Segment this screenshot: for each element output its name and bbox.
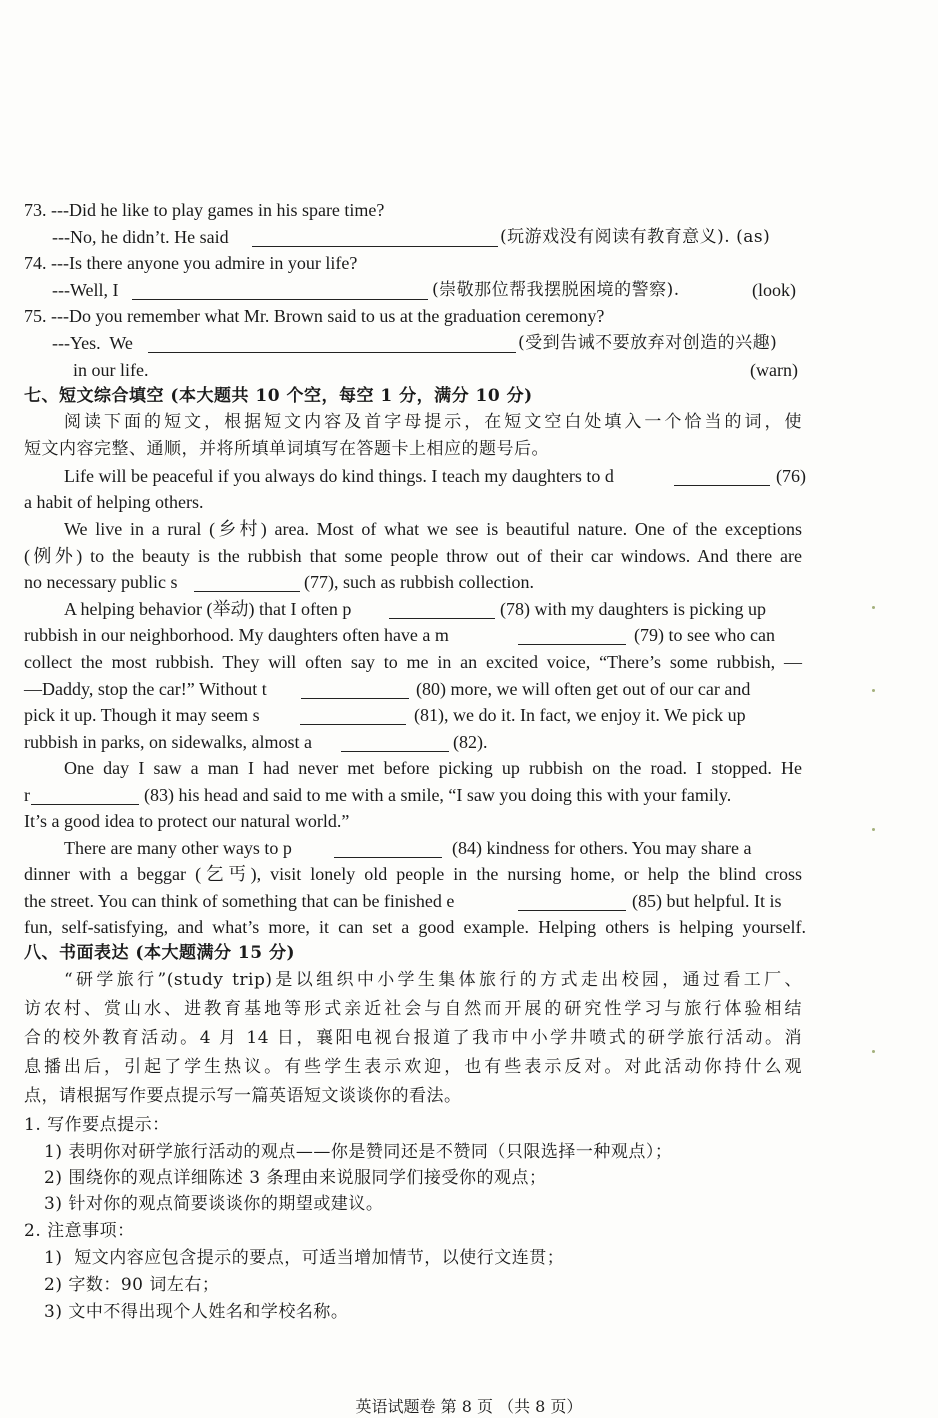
section-8-text: 息播出后，引起了学生热议。有些学生表示欢迎，也有些表示反对。对此活动你持什么观 [24,1057,802,1077]
scan-mark [872,1050,875,1053]
writing-tip-line [0,1165,938,1191]
question-73-answer-line [0,224,938,250]
page-footer: 英语试题卷 第 8 页 （共 8 页） [355,1397,583,1416]
answer-blank-77[interactable] [194,571,300,592]
answer-blank-84[interactable] [334,837,442,858]
scan-mark [872,606,875,609]
section-8-line [0,1025,938,1051]
note: 3) 文中不得出现个人姓名和学校名称。 [44,1302,349,1322]
answer-blank-81[interactable] [300,704,406,725]
question-74-prompt: 74. ---Is there anyone you admire in your life? [24,253,358,273]
answer-blank-74[interactable] [132,279,428,300]
passage-text: One day I saw a man I had never met before picking up rubbish on the road. I stopped. He [64,758,802,778]
passage-line [0,729,938,755]
section-8-line [0,1054,938,1080]
writing-tip: 3) 针对你的观点简要谈谈你的期望或建议。 [44,1194,384,1214]
section-8-text: 合的校外教育活动。4 月 14 日，襄阳电视台报道了我市中小学井喷式的研学旅行活动。消 [24,1028,802,1048]
passage-line [0,622,938,648]
passage-text: There are many other ways to p [64,838,292,858]
passage-text: (84) kindness for others. You may share a [452,838,752,858]
answer-blank-85[interactable] [518,890,626,911]
passage-line [0,835,938,861]
writing-tip: 1) 表明你对研学旅行活动的观点——你是赞同还是不赞同（只限选择一种观点）； [44,1142,673,1162]
passage-line [0,702,938,728]
passage-text: no necessary public s [24,572,178,592]
passage-text: We live in a rural (乡村) area. Most of what we see is beautiful nature. One of the exceptions [64,519,802,539]
question-75-continuation: in our life. [73,360,149,380]
answer-blank-83[interactable] [31,784,139,805]
passage-line [0,888,938,914]
passage-text: (77), such as rubbish collection. [304,572,534,592]
passage-line [0,861,938,887]
passage-text: (79) to see who can [634,625,775,645]
writing-tips-title: 1. 写作要点提示： [24,1115,170,1135]
answer-blank-76[interactable] [674,465,770,486]
passage-line [0,543,938,569]
passage-text: dinner with a beggar (乞丐), visit lonely old people in the nursing home, or help the blind cross [24,864,802,884]
note: 1) 短文内容应包含提示的要点，可适当增加情节，以使行文连贯； [44,1248,565,1268]
section-8-line [0,967,938,993]
passage-line [0,649,938,675]
question-73 [0,197,938,223]
question-75-word: (warn) [750,360,798,380]
passage-text: a habit of helping others. [24,492,204,512]
question-75-prompt: 75. ---Do you remember what Mr. Brown said to us at the graduation ceremony? [24,306,605,326]
passage-text: (85) but helpful. It is [632,891,782,911]
question-75-answer-prefix: ---Yes. We [52,333,133,353]
passage-text: pick it up. Though it may seem s [24,705,260,725]
passage-text: (例外) to the beauty is the rubbish that some people throw out of their car windows. And there are [24,546,802,566]
question-75-hint: (受到告诫不要放弃对创造的兴趣) [518,333,778,353]
passage-text: (78) with my daughters is picking up [500,599,766,619]
section-7-instruction-line-2 [0,436,938,462]
passage-text: Life will be peaceful if you always do kind things. I teach my daughters to d [64,466,614,486]
passage-text: (82). [453,732,488,752]
passage-line [0,782,938,808]
passage-line [0,755,938,781]
passage-line [0,596,938,622]
question-75-answer-line [0,330,938,356]
question-75 [0,303,938,329]
question-74 [0,250,938,276]
answer-blank-79[interactable] [518,624,626,645]
section-8-text: 点，请根据写作要点提示写一篇英语短文谈谈你的看法。 [24,1086,462,1106]
passage-text: It’s a good idea to protect our natural world.” [24,811,350,831]
question-74-hint: (崇敬那位帮我摆脱困境的警察). [432,280,680,300]
writing-tips-title-line [0,1112,938,1138]
writing-tip-line [0,1191,938,1217]
passage-text: fun, self-satisfying, and what’s more, it can set a good example. Helping others is helping yourself. [24,917,806,937]
scan-mark [872,828,875,831]
passage-line [0,676,938,702]
scan-mark [872,689,875,692]
passage-text: —Daddy, stop the car!” Without t [24,679,267,699]
passage-text: r [24,785,30,805]
question-73-answer-prefix: ---No, he didn’t. He said [52,227,229,247]
section-8-line [0,1083,938,1109]
passage-line [0,489,938,515]
passage-line [0,914,938,940]
answer-blank-82[interactable] [341,731,449,752]
passage-text: A helping behavior (举动) that I often p [64,599,352,619]
notes-title: 2. 注意事项： [24,1221,135,1241]
section-8-heading: 八、书面表达 (本大题满分 15 分) [24,943,295,963]
answer-blank-73[interactable] [252,226,498,247]
passage-text: (81), we do it. In fact, we enjoy it. We pick up [414,705,746,725]
section-8-heading-line [0,940,938,966]
passage-text: (83) his head and said to me with a smile, “I saw you doing this with your family. [144,785,732,805]
question-75-answer-cont [0,357,938,383]
note-line [0,1245,938,1271]
passage-text: rubbish in parks, on sidewalks, almost a [24,732,312,752]
passage-text: (80) more, we will often get out of our car and [416,679,751,699]
section-7-instruction-line-1 [0,409,938,435]
passage-line [0,463,938,489]
section-7-instruction-2: 短文内容完整、通顺，并将所填单词填写在答题卡上相应的题号后。 [24,439,549,459]
question-74-word: (look) [752,280,796,300]
question-73-hint: (玩游戏没有阅读有教育意义). (as) [500,227,771,247]
passage-line [0,569,938,595]
section-8-text: 访农村、赏山水、进教育基地等形式亲近社会与自然而开展的研究性学习与旅行体验相结 [24,999,802,1019]
note-line [0,1272,938,1298]
question-73-prompt: 73. ---Did he like to play games in his spare time? [24,200,385,220]
passage-line [0,516,938,542]
section-8-line [0,996,938,1022]
section-7-heading: 七、短文综合填空 (本大题共 10 个空，每空 1 分，满分 10 分) [24,386,533,406]
notes-title-line [0,1218,938,1244]
note-line [0,1299,938,1325]
section-7-instruction-1: 阅读下面的短文，根据短文内容及首字母提示，在短文空白处填入一个恰当的词，使 [64,412,802,432]
passage-text: rubbish in our neighborhood. My daughters often have a m [24,625,449,645]
answer-blank-80[interactable] [301,678,409,699]
section-7-heading-line [0,383,938,409]
passage-text: collect the most rubbish. They will often say to me in an excited voice, “There’s some rubbish, — [24,652,802,672]
passage-line [0,808,938,834]
section-8-text: “研学旅行”(study trip)是以组织中小学生集体旅行的方式走出校园，通过看工厂、 [64,970,802,990]
writing-tip: 2) 围绕你的观点详细陈述 3 条理由来说服同学们接受你的观点； [44,1168,547,1188]
writing-tip-line [0,1139,938,1165]
blank-number-76: (76) [776,466,806,486]
passage-text: the street. You can think of something that can be finished e [24,891,455,911]
question-74-answer-prefix: ---Well, I [52,280,119,300]
question-74-answer-line [0,277,938,303]
note: 2) 字数：90 词左右； [44,1275,220,1295]
answer-blank-75[interactable] [148,332,516,353]
answer-blank-78[interactable] [389,598,495,619]
